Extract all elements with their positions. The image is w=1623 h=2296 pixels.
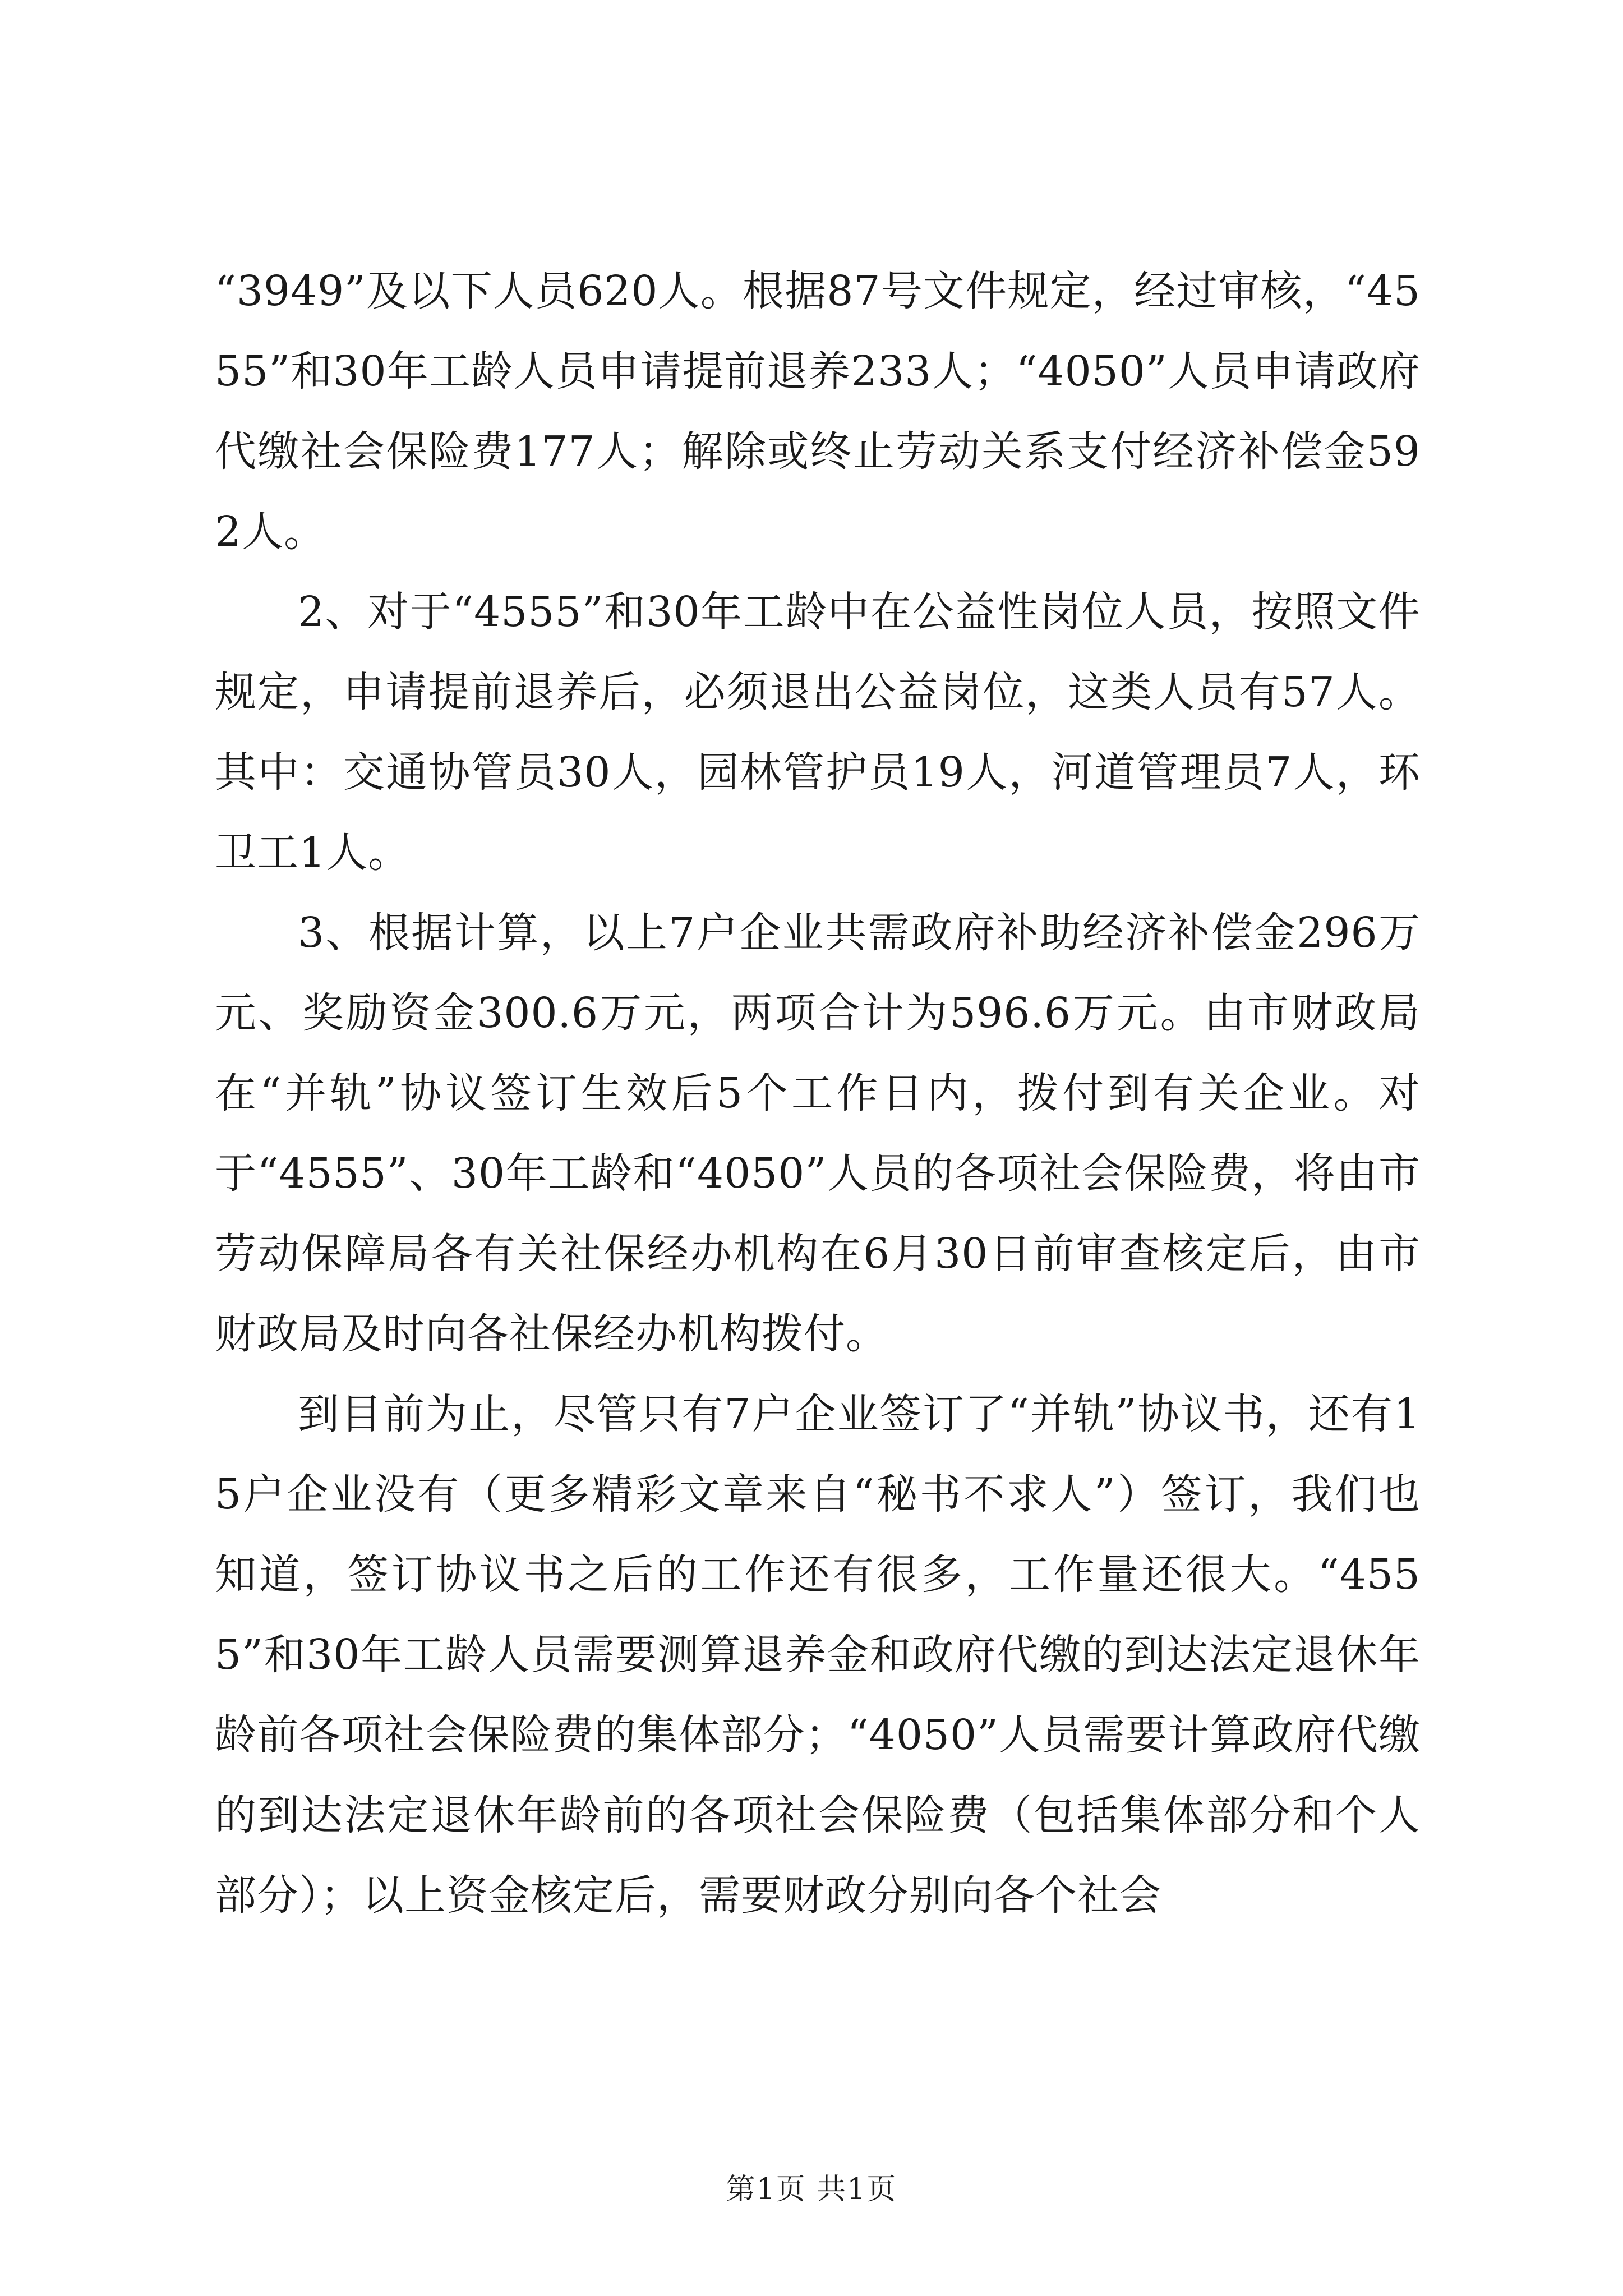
paragraph-continuation: “3949”及以下人员620人。根据87号文件规定，经过审核，“4555”和30年工龄人员申请提前退养233人；“4050”人员申请政府代缴社会保险费177人；解除或终止劳动关系支付经济补偿金592人。: [215, 267, 1421, 556]
page-footer: 第1页 共1页: [726, 2173, 897, 2206]
paragraph-item-2: 2、对于“4555”和30年工龄中在公益性岗位人员，按照文件规定，申请提前退养后，必须退出公益岗位，这类人员有57人。其中：交通协管员30人，园林管护员19人，河道管理员7人，环卫工1人。: [215, 588, 1421, 877]
document-body: [215, 251, 1421, 1936]
paragraph-current-status: 到目前为止，尽管只有7户企业签订了“并轨”协议书，还有15户企业没有（更多精彩文章来自“秘书不求人”）签订，我们也知道，签订协议书之后的工作还有很多，工作量还很大。“4555”和30年工龄人员需要测算退养金和政府代缴的到达法定退休年龄前各项社会保险费的集体部分；“4050”人员需要计算政府代缴的到达法定退休年龄前的各项社会保险费（包括集体部分和个人部分）；以上资金核定后，需要财政分别向各个社会: [215, 1390, 1421, 1920]
paragraph-item-3: 3、根据计算，以上7户企业共需政府补助经济补偿金296万元、奖励资金300.6万元，两项合计为596.6万元。由市财政局在“并轨”协议签订生效后5个工作日内，拨付到有关企业。对于“4555”、30年工龄和“4050”人员的各项社会保险费，将由市劳动保障局各有关社保经办机构在6月30日前审查核定后，由市财政局及时向各社保经办机构拨付。: [215, 909, 1421, 1358]
